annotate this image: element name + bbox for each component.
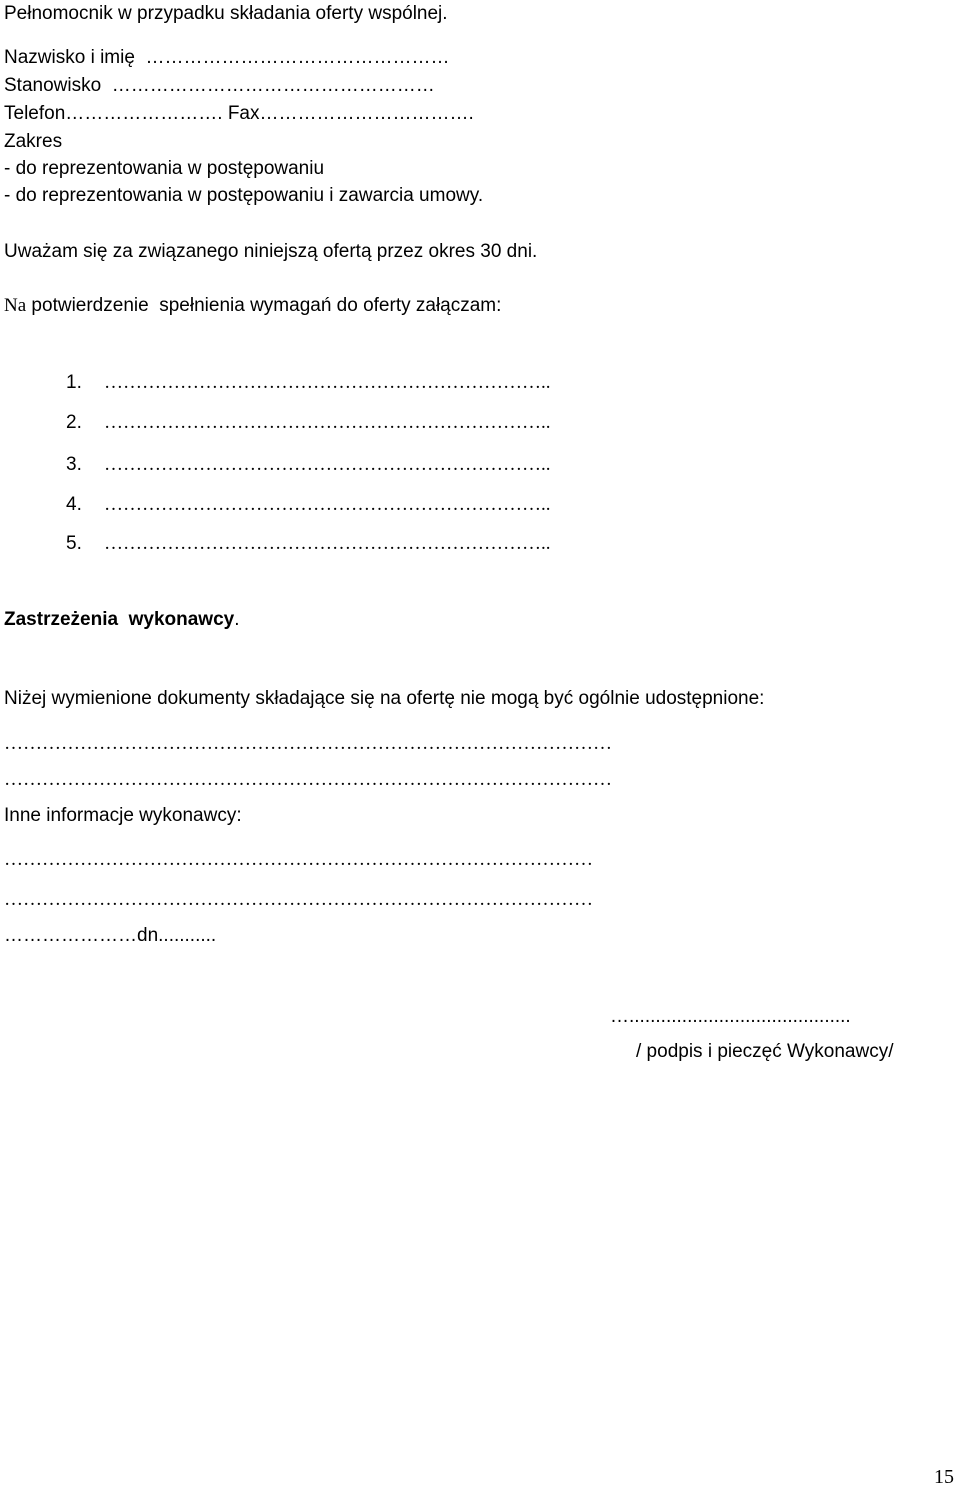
page-title: Pełnomocnik w przypadku składania oferty wspólnej. <box>4 3 448 24</box>
scope-option-1: - do reprezentowania w postępowaniu <box>4 158 325 179</box>
list-item-dots: …………………………………………………………….. <box>104 494 551 515</box>
name-field: Nazwisko i imię ………………………………………… <box>4 47 450 68</box>
list-item-dots: …………………………………………………………….. <box>104 372 551 393</box>
other-info-heading: Inne informacje wykonawcy: <box>4 805 242 826</box>
other-info-line-2: ………………………………………………………………………………… <box>4 889 593 910</box>
reservations-line-1: …………………………………………………………………………………… <box>4 733 612 754</box>
date-field: …………………dn........... <box>4 925 217 946</box>
list-item-dots: …………………………………………………………….. <box>104 533 551 554</box>
attachments-intro-text: potwierdzenie spełnienia wymagań do oferty załączam: <box>26 295 502 316</box>
scope-label: Zakres <box>4 131 63 152</box>
attachments-intro-prefix: Na <box>4 295 27 316</box>
other-info-line-1: ………………………………………………………………………………… <box>4 849 593 870</box>
reservations-text: Niżej wymienione dokumenty składające się na ofertę nie mogą być ogólnie udostępnione: <box>4 688 765 709</box>
list-item-number: 2. <box>66 412 82 433</box>
reservations-heading <box>4 608 240 632</box>
list-item-number: 4. <box>66 494 82 515</box>
reservations-line-2: …………………………………………………………………………………… <box>4 769 612 790</box>
list-item-number: 1. <box>66 372 82 393</box>
signature-label: / podpis i pieczęć Wykonawcy/ <box>636 1041 894 1062</box>
list-item-number: 3. <box>66 454 82 475</box>
scope-option-2: - do reprezentowania w postępowaniu i zawarcia umowy. <box>4 185 484 206</box>
page-number: 15 <box>934 1466 954 1488</box>
list-item-number: 5. <box>66 533 82 554</box>
phone-fax-field: Telefon……………………. Fax……………………………. <box>4 103 474 124</box>
position-field: Stanowisko …………………………………………… <box>4 75 435 96</box>
attachments-intro <box>4 294 501 318</box>
list-item-dots: …………………………………………………………….. <box>104 412 551 433</box>
reservations-heading-dot: . <box>234 609 240 630</box>
signature-dots: ….......................................... <box>610 1006 851 1027</box>
list-item-dots: …………………………………………………………….. <box>104 454 551 475</box>
reservations-heading-text: Zastrzeżenia wykonawcy <box>4 609 235 630</box>
validity-statement: Uważam się za związanego niniejszą ofertą przez okres 30 dni. <box>4 241 538 262</box>
